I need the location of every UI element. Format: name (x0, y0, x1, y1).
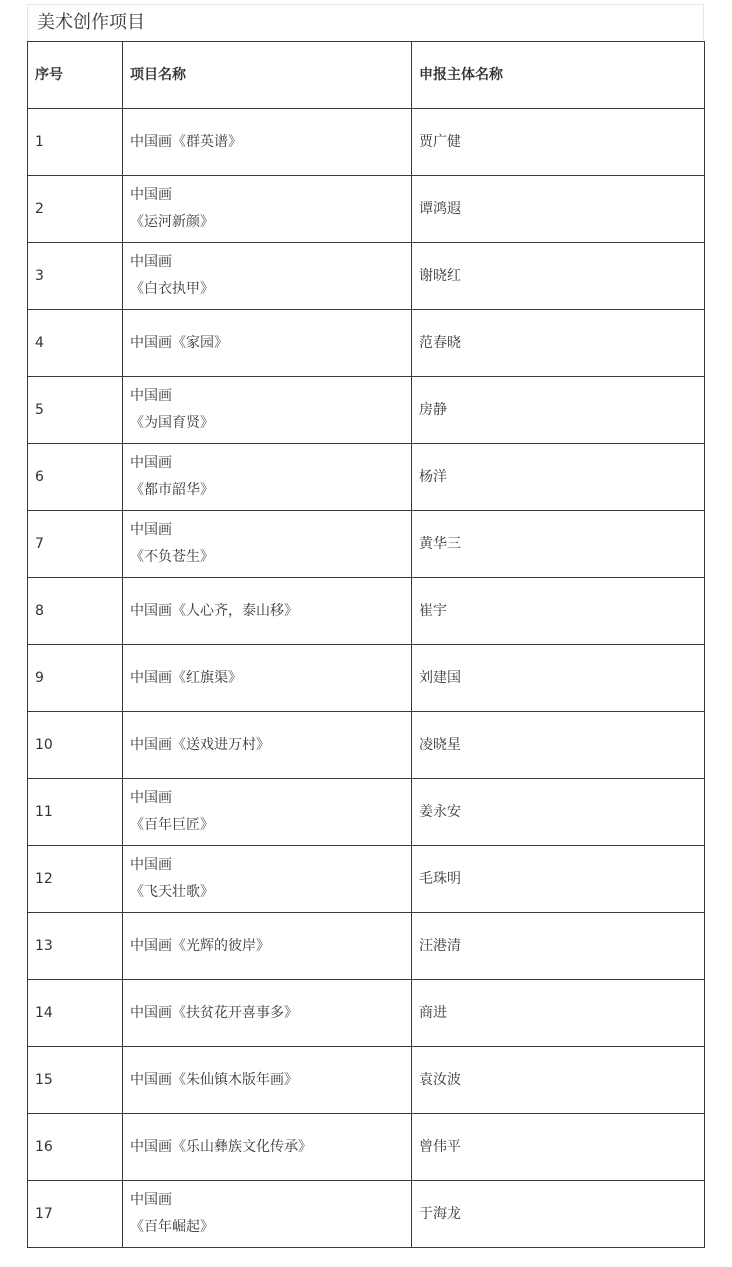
project-name-line: 《不负苍生》 (130, 549, 214, 565)
project-name-line: 中国画 (130, 790, 172, 806)
cell-project-name (123, 913, 412, 980)
cell-project-name (123, 310, 412, 377)
cell-project-name (123, 1181, 412, 1248)
table-row (28, 377, 705, 444)
cell-applicant: 谢晓红 (412, 243, 705, 310)
cell-applicant: 凌晓星 (412, 712, 705, 779)
table-row (28, 779, 705, 846)
table-row (28, 1047, 705, 1114)
table-row (28, 1181, 705, 1248)
cell-no: 10 (28, 712, 123, 779)
table-row (28, 980, 705, 1047)
project-name-line: 《为国育贤》 (130, 415, 214, 431)
cell-applicant: 房静 (412, 377, 705, 444)
project-name-line: 中国画《送戏进万村》 (130, 736, 270, 753)
cell-no: 15 (28, 1047, 123, 1114)
document-page (27, 4, 704, 1248)
cell-no: 5 (28, 377, 123, 444)
project-name-line: 中国画 (130, 388, 172, 404)
cell-project-name (123, 511, 412, 578)
cell-applicant: 袁汝波 (412, 1047, 705, 1114)
project-name-line: 中国画《扶贫花开喜事多》 (130, 1004, 298, 1021)
project-name-line: 中国画《朱仙镇木版年画》 (130, 1071, 298, 1088)
table-caption: 美术创作项目 (27, 4, 704, 41)
project-name-line: 《百年巨匠》 (130, 817, 214, 833)
project-name-line: 中国画《红旗渠》 (130, 669, 242, 686)
project-name-line: 《白衣执甲》 (130, 281, 214, 297)
cell-project-name (123, 645, 412, 712)
project-name-line: 《运河新颜》 (130, 214, 214, 230)
cell-project-name (123, 1047, 412, 1114)
project-name-line: 中国画《群英谱》 (130, 133, 242, 150)
cell-project-name (123, 980, 412, 1047)
cell-project-name (123, 846, 412, 913)
cell-no: 9 (28, 645, 123, 712)
cell-no: 6 (28, 444, 123, 511)
table-row (28, 310, 705, 377)
cell-applicant: 刘建国 (412, 645, 705, 712)
project-name-line: 《百年崛起》 (130, 1219, 214, 1235)
header-applicant: 申报主体名称 (412, 42, 705, 109)
project-name-line: 中国画《家园》 (130, 334, 228, 351)
table-row (28, 846, 705, 913)
cell-applicant: 杨洋 (412, 444, 705, 511)
cell-no: 7 (28, 511, 123, 578)
cell-applicant: 贾广健 (412, 109, 705, 176)
project-name-line: 中国画 (130, 1192, 172, 1208)
cell-applicant: 崔宇 (412, 578, 705, 645)
cell-no: 13 (28, 913, 123, 980)
cell-no: 16 (28, 1114, 123, 1181)
cell-applicant: 范春晓 (412, 310, 705, 377)
table-row (28, 109, 705, 176)
cell-project-name (123, 176, 412, 243)
table-row (28, 1114, 705, 1181)
project-name-line: 中国画 (130, 455, 172, 471)
cell-no: 17 (28, 1181, 123, 1248)
project-name-line: 中国画 (130, 857, 172, 873)
table-row (28, 645, 705, 712)
project-name-line: 中国画 (130, 522, 172, 538)
table-body (28, 109, 705, 1248)
project-name-line: 中国画 (130, 187, 172, 203)
cell-applicant: 姜永安 (412, 779, 705, 846)
project-name-line: 中国画《乐山彝族文化传承》 (130, 1138, 312, 1155)
table-row (28, 712, 705, 779)
table-row (28, 176, 705, 243)
table-row (28, 444, 705, 511)
cell-applicant: 汪港清 (412, 913, 705, 980)
cell-no: 1 (28, 109, 123, 176)
header-project-name: 项目名称 (123, 42, 412, 109)
cell-applicant: 于海龙 (412, 1181, 705, 1248)
table-row (28, 913, 705, 980)
cell-project-name (123, 243, 412, 310)
cell-applicant: 曾伟平 (412, 1114, 705, 1181)
table-row (28, 511, 705, 578)
project-name-line: 《飞天壮歌》 (130, 884, 214, 900)
cell-project-name (123, 377, 412, 444)
cell-project-name (123, 578, 412, 645)
cell-project-name (123, 1114, 412, 1181)
cell-project-name (123, 444, 412, 511)
cell-applicant: 谭鸿遐 (412, 176, 705, 243)
cell-no: 2 (28, 176, 123, 243)
project-name-line: 中国画 (130, 254, 172, 270)
project-name-line: 中国画《光辉的彼岸》 (130, 937, 270, 954)
project-name-line: 中国画《人心齐，泰山移》 (130, 602, 298, 619)
cell-applicant: 黄华三 (412, 511, 705, 578)
header-no: 序号 (28, 42, 123, 109)
cell-no: 3 (28, 243, 123, 310)
cell-no: 4 (28, 310, 123, 377)
table-row (28, 578, 705, 645)
cell-no: 11 (28, 779, 123, 846)
cell-applicant: 商进 (412, 980, 705, 1047)
cell-project-name (123, 779, 412, 846)
cell-applicant: 毛珠明 (412, 846, 705, 913)
table-header-row (28, 42, 705, 109)
cell-no: 12 (28, 846, 123, 913)
cell-project-name (123, 109, 412, 176)
cell-project-name (123, 712, 412, 779)
table-row (28, 243, 705, 310)
cell-no: 8 (28, 578, 123, 645)
project-name-line: 《都市韶华》 (130, 482, 214, 498)
project-table (27, 41, 705, 1248)
cell-no: 14 (28, 980, 123, 1047)
